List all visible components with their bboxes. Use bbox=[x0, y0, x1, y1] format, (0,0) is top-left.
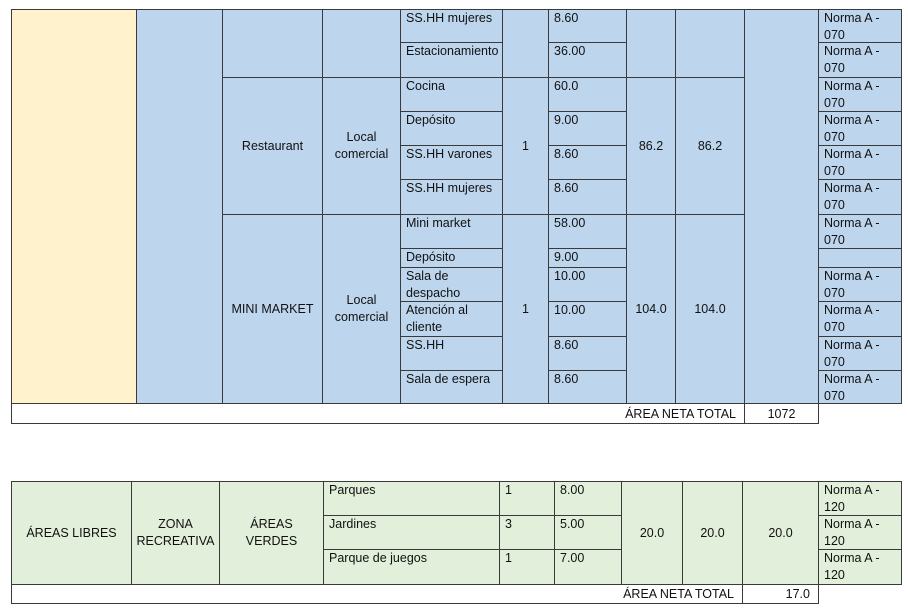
ambiente-cell: SS.HH varones bbox=[400, 145, 503, 180]
norma-cell: Norma A - 070 bbox=[818, 370, 902, 404]
ambiente-cell: Parques bbox=[323, 481, 500, 516]
ambiente-cell: Jardines bbox=[323, 515, 500, 550]
total-cell: 20.0 bbox=[682, 481, 743, 585]
area-cell: 9.00 bbox=[548, 111, 627, 146]
ambiente-cell: Sala de despacho bbox=[400, 267, 503, 302]
total-minimarket: 104.0 bbox=[675, 214, 745, 404]
norma-cell: Norma A - 120 bbox=[818, 515, 902, 550]
norma-cell: Norma A - 070 bbox=[818, 77, 902, 112]
grand-area-column-cell bbox=[744, 9, 819, 404]
total-cell-top bbox=[675, 9, 745, 78]
norma-cell: Norma A - 070 bbox=[818, 42, 902, 78]
total-label-cell bbox=[11, 403, 745, 424]
qty-restaurant: 1 bbox=[502, 77, 549, 215]
area-cell: 5.00 bbox=[554, 515, 622, 550]
qty-minimarket: 1 bbox=[502, 214, 549, 404]
subzona-cell: ZONA RECREATIVA bbox=[131, 481, 220, 585]
total-label: ÁREA NETA TOTAL bbox=[623, 587, 734, 601]
tipo-cell: ÁREAS VERDES bbox=[219, 481, 324, 585]
area-cell: 10.00 bbox=[548, 267, 627, 302]
subtotal-minimarket: 104.0 bbox=[626, 214, 676, 404]
ambiente-cell: Depósito bbox=[400, 248, 503, 268]
ambiente-cell: SS.HH mujeres bbox=[400, 9, 503, 43]
area-cell: 36.00 bbox=[548, 42, 627, 78]
total-restaurant: 86.2 bbox=[675, 77, 745, 215]
norma-cell: Norma A - 070 bbox=[818, 267, 902, 302]
qty-cell: 3 bbox=[499, 515, 555, 550]
group-name-minimarket: MINI MARKET bbox=[222, 214, 323, 404]
subzone-column-cell bbox=[136, 9, 223, 404]
norma-cell: Norma A - 070 bbox=[818, 214, 902, 249]
total-area-cell: 20.0 bbox=[742, 481, 819, 585]
ambiente-cell: Depósito bbox=[400, 111, 503, 146]
area-cell: 8.60 bbox=[548, 145, 627, 180]
ambiente-cell: Atención al cliente bbox=[400, 301, 503, 337]
area-cell: 8.60 bbox=[548, 336, 627, 371]
area-cell: 7.00 bbox=[554, 549, 622, 585]
group-type-minimarket: Local comercial bbox=[322, 214, 401, 404]
group-type-restaurant: Local comercial bbox=[322, 77, 401, 215]
area-cell: 8.00 bbox=[554, 481, 622, 516]
area-cell: 9.00 bbox=[548, 248, 627, 268]
norma-cell: Norma A - 070 bbox=[818, 111, 902, 146]
group-type-cell-top bbox=[322, 9, 401, 78]
norma-cell bbox=[818, 248, 902, 268]
area-cell: 8.60 bbox=[548, 9, 627, 43]
subtotal-cell-top bbox=[626, 9, 676, 78]
area-cell: 8.60 bbox=[548, 179, 627, 215]
subtotal-restaurant: 86.2 bbox=[626, 77, 676, 215]
group-name-cell-top bbox=[222, 9, 323, 78]
area-cell: 10.00 bbox=[548, 301, 627, 337]
ambiente-cell: SS.HH mujeres bbox=[400, 179, 503, 215]
norma-cell: Norma A - 070 bbox=[818, 179, 902, 215]
zona-cell: ÁREAS LIBRES bbox=[11, 481, 132, 585]
qty-cell-top bbox=[502, 9, 549, 78]
norma-cell: Norma A - 070 bbox=[818, 9, 902, 43]
area-cell: 60.0 bbox=[548, 77, 627, 112]
subtotal-cell: 20.0 bbox=[621, 481, 683, 585]
norma-cell: Norma A - 120 bbox=[818, 549, 902, 585]
total-value-cell: 1072 bbox=[744, 403, 819, 424]
qty-cell: 1 bbox=[499, 481, 555, 516]
qty-cell: 1 bbox=[499, 549, 555, 585]
total-label: ÁREA NETA TOTAL bbox=[625, 407, 736, 421]
ambiente-cell: Parque de juegos bbox=[323, 549, 500, 585]
norma-cell: Norma A - 070 bbox=[818, 145, 902, 180]
ambiente-cell: Mini market bbox=[400, 214, 503, 249]
area-cell: 58.00 bbox=[548, 214, 627, 249]
ambiente-cell: Sala de espera bbox=[400, 370, 503, 404]
area-cell: 8.60 bbox=[548, 370, 627, 404]
zone-column-cell bbox=[11, 9, 137, 404]
total-label-cell bbox=[11, 584, 743, 604]
norma-cell: Norma A - 070 bbox=[818, 301, 902, 337]
ambiente-cell: Cocina bbox=[400, 77, 503, 112]
ambiente-cell: SS.HH bbox=[400, 336, 503, 371]
group-name-restaurant: Restaurant bbox=[222, 77, 323, 215]
total-value-cell: 17.0 bbox=[742, 584, 819, 604]
norma-cell: Norma A - 120 bbox=[818, 481, 902, 516]
ambiente-cell: Estacionamiento bbox=[400, 42, 503, 78]
norma-cell: Norma A - 070 bbox=[818, 336, 902, 371]
